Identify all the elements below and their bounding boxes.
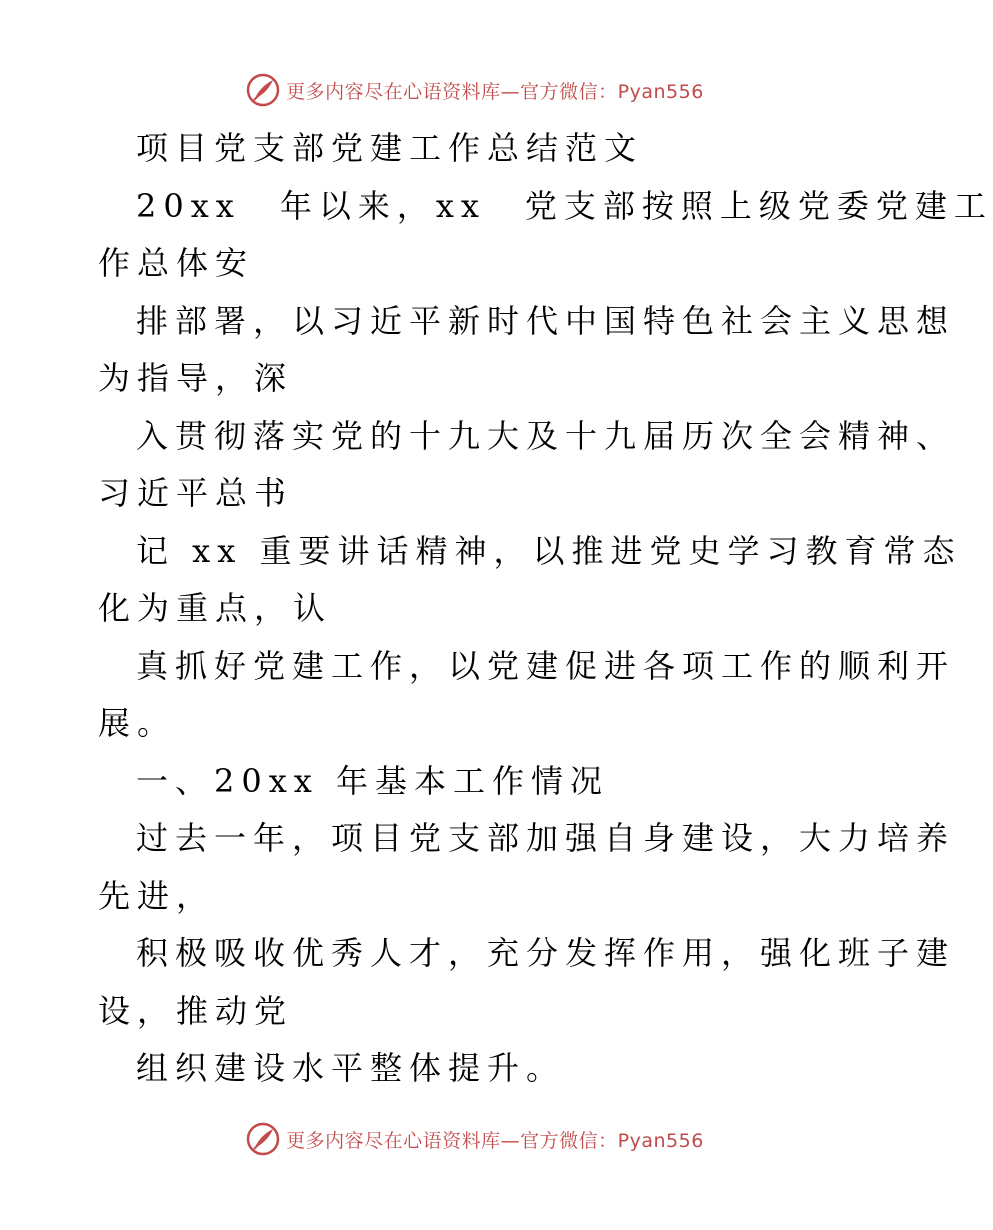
- text-line: 化为重点，认: [98, 589, 333, 627]
- text-line: 排部署，以习近平新时代中国特色社会主义思想: [136, 301, 956, 340]
- text-line: 作总体安: [98, 244, 255, 282]
- watermark-text: 更多内容尽在心语资料库—官方微信：Pyan556: [286, 80, 704, 103]
- text-line: 20xx 年以来，xx 党支部按照上级党委党建工: [136, 186, 993, 225]
- text-line: 记 xx 重要讲话精神，以推进党史学习教育常态: [136, 531, 962, 570]
- text-line: 入贯彻落实党的十九大及十九届历次全会精神、: [136, 416, 956, 455]
- text-line: 为指导，深: [98, 359, 294, 397]
- header-watermark: [0, 70, 950, 110]
- text-line: 习近平总书: [98, 474, 294, 512]
- watermark-text: 更多内容尽在心语资料库—官方微信：Pyan556: [286, 1129, 704, 1152]
- text-line: 设，推动党: [98, 991, 294, 1030]
- text-line: 积极吸收优秀人才，充分发挥作用，强化班子建: [136, 934, 956, 972]
- text-line: 组织建设水平整体提升。: [136, 1049, 566, 1087]
- text-line: 一、20xx 年基本工作情况: [136, 761, 609, 800]
- text-line: 项目党支部党建工作总结范文: [136, 129, 644, 167]
- text-line: 真抓好党建工作，以党建促进各项工作的顺利开: [136, 646, 956, 685]
- text-line: 过去一年，项目党支部加强自身建设，大力培养: [136, 819, 956, 857]
- quill-logo-icon: [246, 73, 280, 107]
- text-line: 展。: [98, 704, 177, 742]
- document-body: [98, 120, 993, 1098]
- text-line: 先进，: [98, 876, 216, 915]
- footer-watermark: [0, 1119, 950, 1159]
- quill-logo-icon: [246, 1122, 280, 1156]
